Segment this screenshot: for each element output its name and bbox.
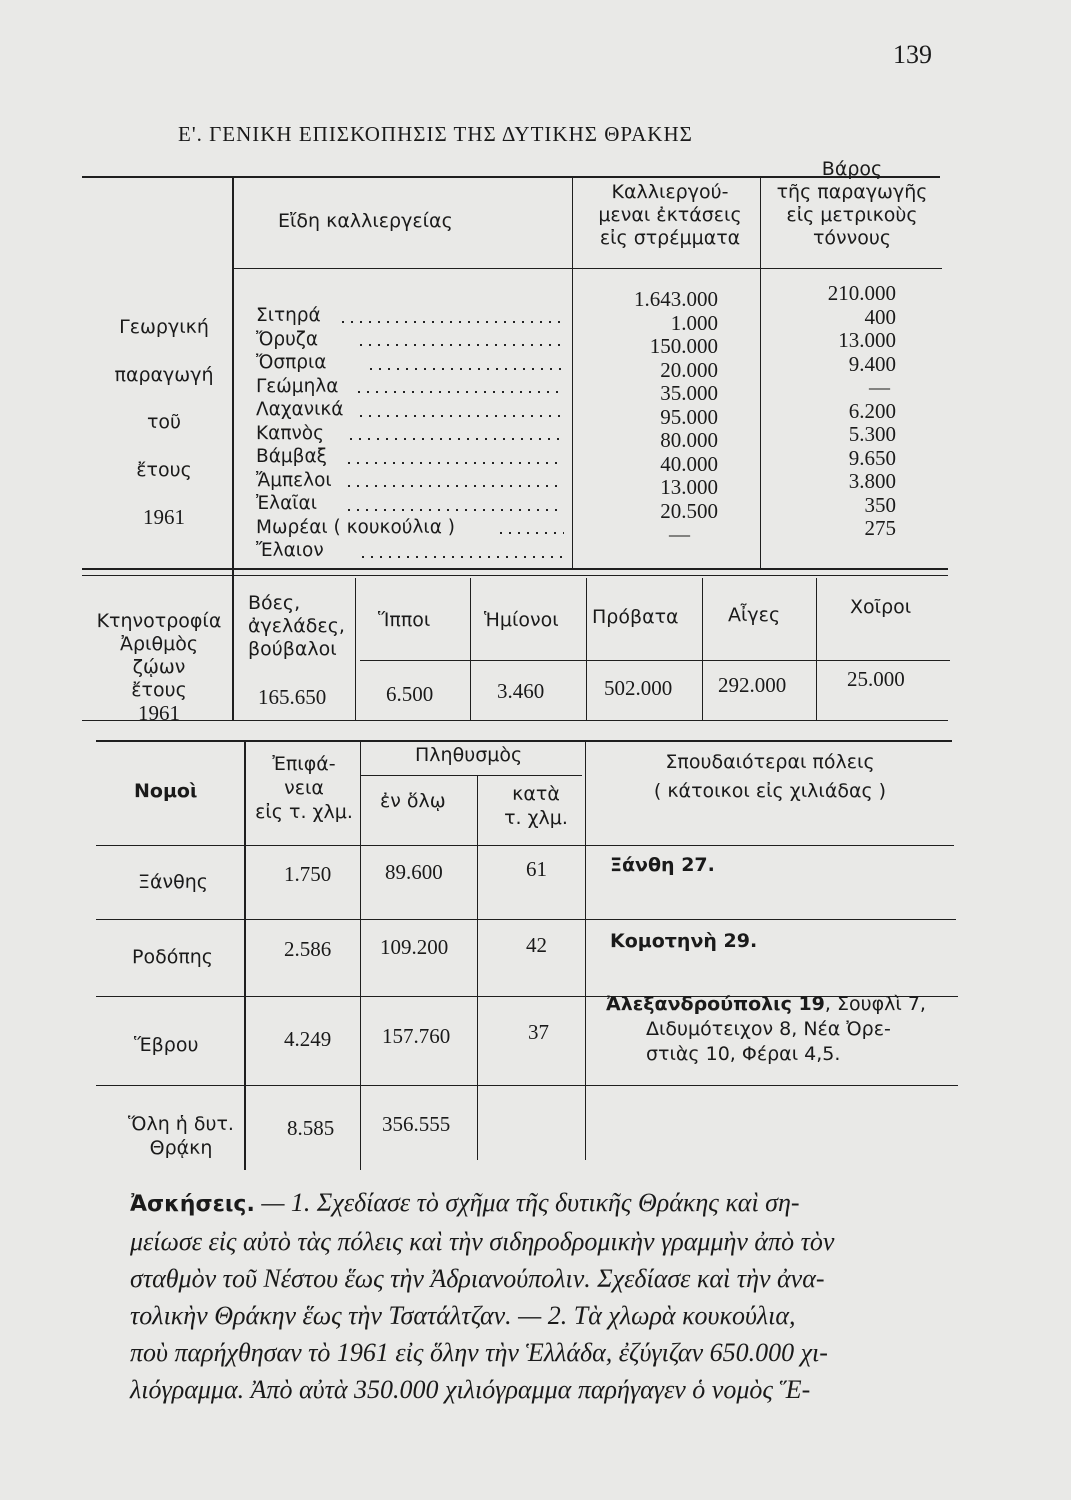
area-values	[600, 288, 718, 547]
dot-leaders	[330, 304, 568, 564]
weight-value: 13.000	[838, 328, 896, 352]
header-prefectures: Νομοὶ	[134, 780, 198, 802]
header-density: κατὰ τ. χλμ.	[504, 783, 568, 829]
crop-name: Ἐλαῖαι	[256, 493, 318, 514]
weight-value: 9.400	[848, 351, 896, 376]
weight-value: 350	[864, 492, 896, 517]
area-value: 20.500	[660, 498, 718, 523]
crop-name: Ἄμπελοι	[256, 469, 332, 491]
crop-name: Καπνὸς	[256, 422, 324, 444]
header-population-total: ἐν ὅλῳ	[380, 790, 446, 812]
area-value: 80.000	[660, 428, 718, 452]
weight-value: —	[869, 375, 890, 399]
crop-name: Βάμβαξ	[256, 446, 327, 467]
area-value: 40.000	[660, 451, 718, 476]
header-population: Πληθυσμὸς	[415, 744, 523, 766]
header-mules: Ἡμίονοι	[484, 609, 559, 631]
crop-name: Σιτηρά	[256, 305, 321, 326]
header-sheep: Πρόβατα	[592, 606, 679, 628]
weight-value: 9.650	[848, 445, 896, 470]
weight-values	[790, 282, 896, 541]
page-title: Ε'. ΓΕΝΙΚΗ ΕΠΙΣΚΟΠΗΣΙΣ ΤΗΣ ΔΥΤΙΚΗΣ ΘΡΑΚΗΣ	[178, 122, 693, 146]
weight-value: 275	[864, 516, 896, 540]
area-value: 150.000	[649, 334, 718, 358]
area-value: 1.000	[670, 310, 718, 335]
header-goats: Αἶγες	[728, 604, 781, 626]
cattle-value: 165.650	[258, 685, 327, 709]
header-surface-area: Ἐπιφά- νεια εἰς τ. χλμ.	[255, 753, 353, 823]
area-value: 13.000	[660, 475, 718, 499]
exercises-paragraph: Ἀσκήσεις. — 1. Σχεδίασε τὸ σχῆμα τῆς δυτικῆς Θράκης καὶ ση- μείωσε εἰς αὐτὸ τὰς πόλεις καὶ τὴν σιδηροδρομικὴν γραμμὴν ἀπὸ τὸν σταθμὸν τοῦ Νέστου ἕως τὴν Ἀδριανούπολιν. Σχεδίασε καὶ τὴν ἀνα- τολικὴν Θράκην ἕως τὴν Τσατάλτζαν. — 2. Τὰ χλωρὰ κουκούλια, ποὺ παρήχθησαν τὸ 1961 εἰς ὅλην τὴν Ἑλλάδα, ἐζύγιζαν 650.000 χι- λιόγραμμα. Ἀπὸ αὐτὰ 350.000 χιλιόγραμμα παρήγαγεν ὁ νομὸς Ἕ-	[130, 1188, 835, 1404]
weight-value: 5.300	[848, 422, 896, 446]
livestock-side-label: Κτηνοτροφία Ἀριθμὸς ζῴων ἔτους 1961	[96, 610, 222, 725]
header-cattle: Βόες, ἀγελάδες, βούβαλοι	[248, 592, 345, 660]
header-pigs: Χοῖροι	[850, 596, 912, 618]
crop-name: Γεώμηλα	[256, 375, 339, 397]
crop-name: Ἔλαιον	[256, 540, 324, 561]
area-value: 95.000	[660, 404, 718, 429]
area-value: 20.000	[660, 357, 718, 382]
weight-value: 3.800	[848, 469, 896, 493]
pigs-value: 25.000	[847, 667, 905, 691]
weight-value: 6.200	[848, 398, 896, 423]
header-main-cities: Σπουδαιότεραι πόλεις ( κάτοικοι εἰς χιλιάδας )	[653, 751, 887, 802]
area-value: —	[669, 522, 690, 546]
goats-value: 292.000	[718, 673, 787, 697]
header-crop-type: Εἴδη καλλιεργείας	[278, 210, 453, 232]
crop-name: Λαχανικά	[256, 399, 344, 420]
exercises-label: Ἀσκήσεις.	[130, 1192, 255, 1217]
header-production-weight: Βάρος τῆς παραγωγῆς εἰς μετρικοὺς τόννους	[776, 158, 928, 249]
header-cultivated-area: Καλλιεργού- μεναι ἐκτάσεις εἰς στρέμματα	[598, 181, 742, 249]
agriculture-side-label: Γεωργική παραγωγή τοῦ ἔτους 1961	[114, 316, 214, 529]
page-number: 139	[893, 40, 932, 69]
area-value: 35.000	[660, 381, 718, 405]
horses-value: 6.500	[386, 682, 434, 706]
crop-name: Ὄσπρια	[256, 352, 327, 373]
sheep-value: 502.000	[604, 676, 673, 700]
crop-name: Μωρέαι ( κουκούλια )	[256, 516, 455, 538]
weight-value: 210.000	[827, 281, 896, 305]
mules-value: 3.460	[497, 679, 545, 703]
header-horses: Ἵπποι	[378, 609, 431, 631]
crop-name: Ὄρυζα	[256, 328, 319, 350]
area-value: 1.643.000	[634, 287, 718, 311]
weight-value: 400	[864, 304, 896, 329]
